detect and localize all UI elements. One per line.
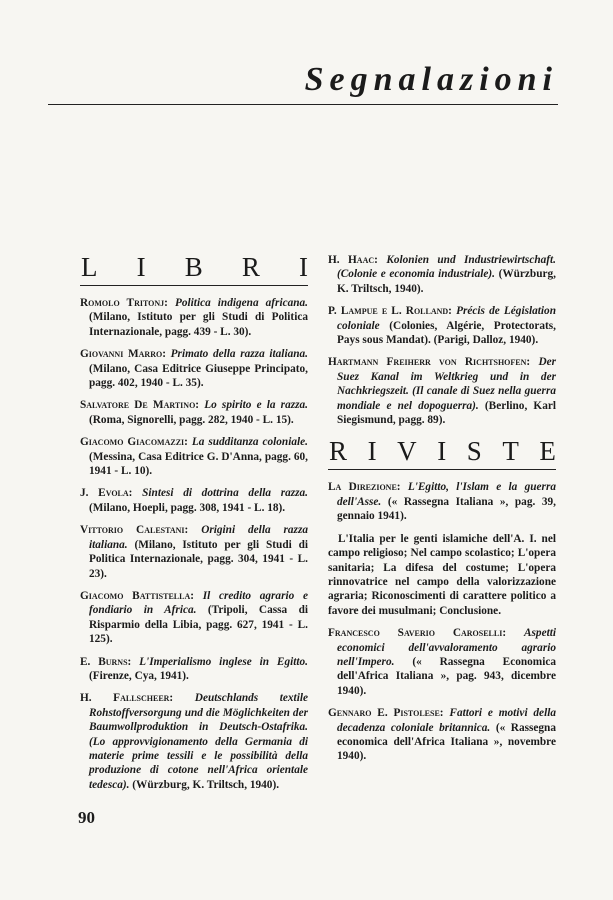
header-rule xyxy=(48,104,558,105)
riviste-rule xyxy=(328,469,556,470)
article-summary: L'Italia per le genti islamiche dell'A. I. nel campo religioso; Nel campo scolastico; L'opera sanitaria; La difesa del costume; L'opera rinnovatrice nel campo della valorizzazione agraria; Riconoscimenti di carattere politico a favore dei musulmani; Conclusione. xyxy=(328,532,556,617)
book-entry: H. Haac: Kolonien und Industriewirtschaft. (Colonie e economia industriale). (Würzburg, K. Triltsch, 1940). xyxy=(328,254,556,295)
article-entry: Gennaro E. Pistolese: Fattori e motivi della decadenza coloniale britannica. (« Rassegna economica dell'Africa Italiana », novembre 1940). xyxy=(328,707,556,763)
book-entry: J. Evola: Sintesi di dottrina della razza. (Milano, Hoepli, pagg. 308, 1941 - L. 18). xyxy=(80,487,309,514)
book-entry: Giacomo Battistella: Il credito agrario e fondiario in Africa. (Tripoli, Cassa di Risparmio della Libia, pagg. 627, 1941 - L. 125). xyxy=(80,589,309,646)
page-header xyxy=(48,60,558,105)
page-number: 90 xyxy=(78,808,95,827)
book-entry: Romolo Tritonj: Politica indigena africana. (Milano, Istituto per gli Studi di Politica Internazionale, pagg. 439 - L. 30). xyxy=(80,297,308,338)
left-column xyxy=(80,253,308,800)
book-entry: Giacomo Giacomazzi: La sudditanza coloniale. (Messina, Casa Editrice G. D'Anna, pagg. 60, 1941 - L. 10). xyxy=(80,436,308,478)
book-entry: Vittorio Calestani: Origini della razza italiana. (Milano, Istituto per gli Studi di Politica Internazionale, pagg. 304, 1941 - L. 23). xyxy=(80,524,309,580)
book-entry: H. Fallscheer: Deutschlands textile Rohstoffversorgung und die Möglichkeiten der Baumwollproduktion in Deutsch-Ostafrika. (Lo approvvigionamento della Germania di materie prime tessili e le possibilità della produzione di cotone nell'Africa orientale tedesca). (Würzburg, K. Triltsch, 1940). xyxy=(80,692,308,791)
libri-heading: L I B R I xyxy=(81,252,308,282)
book-entry: Hartmann Freiherr von Richtshofen: Der Suez Kanal im Weltkrieg und in der Nachkriegszeit. (Il canale di Suez nella guerra mondiale e nel dopoguerra). (Berlino, Karl Siegismund, pagg. 89). xyxy=(328,356,557,427)
riviste-section xyxy=(328,437,556,763)
right-column xyxy=(328,253,556,772)
book-entry: Giovanni Marro: Primato della razza italiana. (Milano, Casa Editrice Giuseppe Principato, pagg. 402, 1940 - L. 35). xyxy=(80,348,308,390)
book-entry: E. Burns: L'Imperialismo inglese in Egitto. (Firenze, Cya, 1941). xyxy=(80,655,309,682)
article-entry: La Direzione: L'Egitto, l'Islam e la guerra dell'Asse. (« Rassegna Italiana », pag. 39, gennaio 1941). xyxy=(328,481,557,523)
article-entry: Francesco Saverio Caroselli: Aspetti economici dell'avvaloramento agrario nell'Impero. (« Rassegna Economica dell'Africa Italiana », pag. 943, dicembre 1940). xyxy=(328,627,556,697)
book-entry: Salvatore De Martino: Lo spirito e la razza. (Roma, Signorelli, pagg. 282, 1940 - L. 15). xyxy=(80,399,308,426)
libri-rule xyxy=(80,285,308,286)
riviste-heading: R I V I S T E xyxy=(329,436,556,467)
page-title: Segnalazioni xyxy=(304,61,558,98)
book-entry: P. Lampue e L. Rolland: Précis de Législation coloniale (Colonies, Algérie, Protectorats, Pays sous Mandat). (Parigi, Dalloz, 1940). xyxy=(328,305,556,347)
